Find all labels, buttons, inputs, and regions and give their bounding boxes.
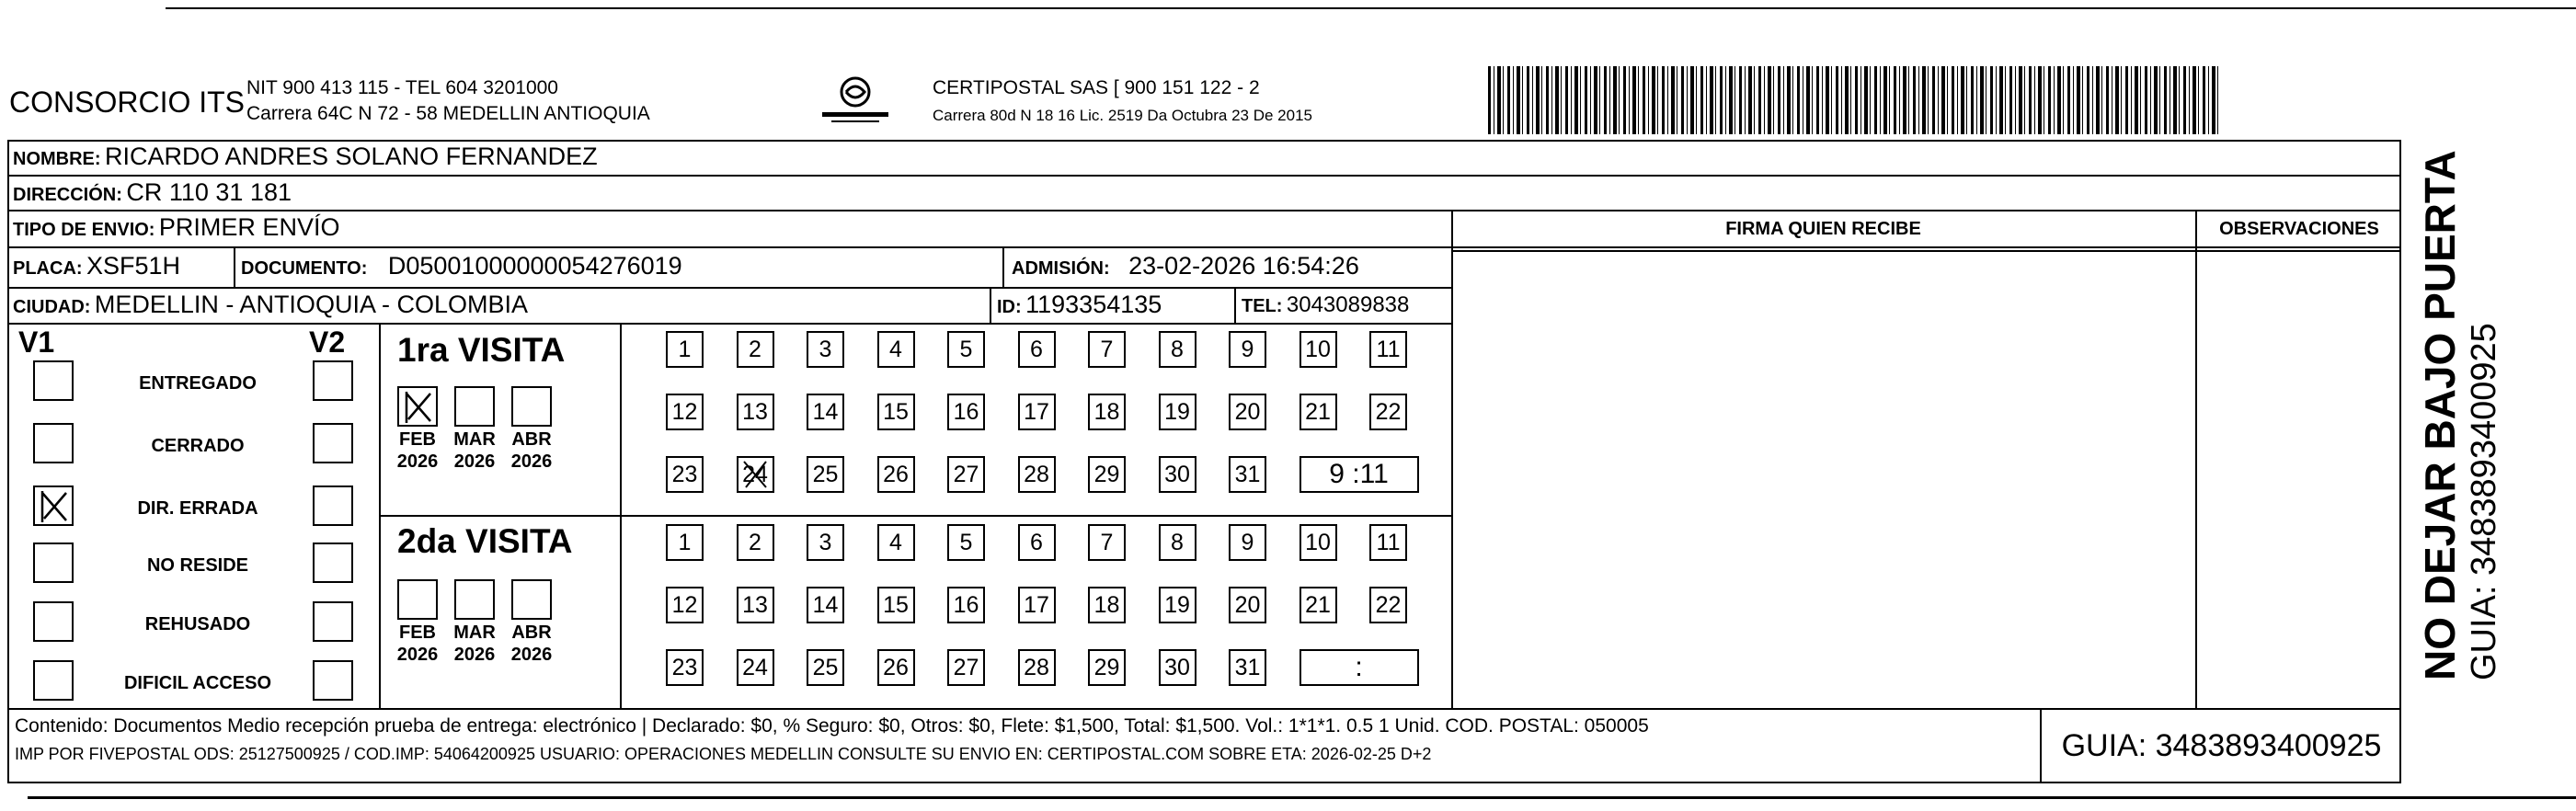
second-visit-day-box[interactable]: 11 — [1369, 524, 1407, 561]
first-visit-day-box[interactable]: 15 — [877, 394, 915, 430]
first-visit-time-field[interactable]: 9 :11 — [1299, 456, 1419, 493]
v1-checkbox[interactable] — [33, 660, 74, 701]
company-name: CONSORCIO ITS — [9, 86, 246, 119]
nombre-row — [13, 144, 598, 169]
first-visit-day-box[interactable]: 3 — [807, 331, 844, 368]
first-visit-day-box[interactable]: 10 — [1299, 331, 1337, 368]
v1-checkbox[interactable] — [33, 423, 74, 463]
second-visit-day-box[interactable]: 12 — [666, 587, 704, 623]
second-visit-time-field[interactable]: : — [1299, 649, 1419, 686]
v2-checkbox[interactable] — [313, 601, 353, 642]
first-visit-day-box[interactable]: 19 — [1159, 394, 1196, 430]
second-visit-title: 2da VISITA — [397, 522, 573, 560]
tipo-envio-value: PRIMER ENVÍO — [158, 213, 340, 241]
id-value: 1193354135 — [1025, 291, 1162, 318]
direccion-value: CR 110 31 181 — [126, 178, 292, 206]
status-label: DIFICIL ACCESO — [123, 673, 271, 693]
tipo-envio-row — [13, 215, 339, 240]
second-visit-day-box[interactable]: 27 — [947, 649, 985, 686]
ciudad-row — [13, 292, 528, 317]
second-visit-day-box[interactable]: 18 — [1088, 587, 1126, 623]
second-visit-day-box[interactable]: 20 — [1229, 587, 1266, 623]
v1-checkbox[interactable] — [33, 360, 74, 401]
admision-value: 23-02-2026 16:54:26 — [1128, 252, 1359, 280]
second-visit-day-box[interactable]: 7 — [1088, 524, 1126, 561]
second-visit-day-box[interactable]: 22 — [1369, 587, 1407, 623]
side-guia-text: GUIA: 3483893400925 — [2465, 323, 2503, 680]
second-visit-day-box[interactable]: 19 — [1159, 587, 1196, 623]
first-visit-day-box[interactable]: 28 — [1018, 456, 1056, 493]
tipo-envio-label: TIPO DE ENVIO: — [13, 220, 155, 240]
direccion-label: DIRECCIÓN: — [13, 185, 122, 205]
observaciones-header: OBSERVACIONES — [2219, 219, 2379, 239]
second-visit-day-box[interactable]: 29 — [1088, 649, 1126, 686]
second-visit-day-box[interactable]: 15 — [877, 587, 915, 623]
second-visit-day-box[interactable]: 21 — [1299, 587, 1337, 623]
first-visit-day-box[interactable]: 18 — [1088, 394, 1126, 430]
first-visit-day-box[interactable]: 31 — [1229, 456, 1266, 493]
direccion-row — [13, 180, 292, 205]
first-visit-day-box[interactable]: 13 — [737, 394, 774, 430]
company-nit: NIT 900 413 115 - TEL 604 3201000 — [246, 77, 558, 98]
first-visit-day-check-mark — [738, 458, 773, 497]
first-visit-day-box[interactable]: 6 — [1018, 331, 1056, 368]
documento-label: DOCUMENTO: — [241, 258, 368, 279]
v1-checkbox[interactable] — [33, 485, 74, 526]
first-visit-day-box[interactable]: 14 — [807, 394, 844, 430]
first-visit-day-box[interactable]: 20 — [1229, 394, 1266, 430]
second-visit-day-box[interactable]: 16 — [947, 587, 985, 623]
first-visit-day-box[interactable]: 5 — [947, 331, 985, 368]
placa-label: PLACA: — [13, 258, 83, 279]
second-visit-month-label: FEB 2026 — [396, 623, 439, 665]
first-visit-day-box[interactable]: 26 — [877, 456, 915, 493]
second-visit-day-box[interactable]: 14 — [807, 587, 844, 623]
second-visit-day-box[interactable]: 31 — [1229, 649, 1266, 686]
documento-row — [241, 254, 682, 279]
v2-checkbox[interactable] — [313, 485, 353, 526]
first-visit-month-feb-checkbox[interactable] — [397, 386, 438, 427]
second-visit-day-box[interactable]: 25 — [807, 649, 844, 686]
ciudad-label: CIUDAD: — [13, 297, 91, 317]
status-label: NO RESIDE — [146, 555, 249, 576]
footer-guia: GUIA: 3483893400925 — [2061, 727, 2382, 763]
contenido-line: Contenido: Documentos Medio recepción prueba de entrega: electrónico | Declarado: $0, % Seguro: $0, Otros: $0, Flete: $1,500, Total: $1,500. Vol.: 1*1*1. 0.5 1 Unid. COD. POSTAL: 050005 — [15, 715, 1649, 737]
second-visit-day-box[interactable]: 24 — [737, 649, 774, 686]
status-label: DIR. ERRADA — [137, 498, 258, 519]
v2-checkbox[interactable] — [313, 543, 353, 583]
top-edge-line — [166, 7, 2576, 9]
second-visit-day-box[interactable]: 30 — [1159, 649, 1196, 686]
v1-checkbox[interactable] — [33, 601, 74, 642]
barcode — [1488, 66, 2220, 134]
second-visit-day-box[interactable]: 26 — [877, 649, 915, 686]
first-visit-day-box[interactable]: 25 — [807, 456, 844, 493]
second-visit-day-box[interactable]: 3 — [807, 524, 844, 561]
first-visit-month-label: FEB 2026 — [396, 429, 439, 472]
side-notice — [2416, 150, 2504, 680]
first-visit-day-box[interactable]: 24 — [737, 456, 774, 493]
company-address: Carrera 64C N 72 - 58 MEDELLIN ANTIOQUIA — [246, 103, 650, 124]
first-visit-day-box[interactable]: 17 — [1018, 394, 1056, 430]
nombre-value: RICARDO ANDRES SOLANO FERNANDEZ — [105, 143, 598, 170]
first-visit-day-box[interactable]: 23 — [666, 456, 704, 493]
first-visit-day-box[interactable]: 4 — [877, 331, 915, 368]
second-visit-day-box[interactable]: 8 — [1159, 524, 1196, 561]
imp-line: IMP POR FIVEPOSTAL ODS: 25127500925 / COD.IMP: 54064200925 USUARIO: OPERACIONES MEDELLIN CONSULTE SU ENVIO EN: CERTIPOSTAL.COM SOBRE ETA: 2026-02-25 D+2 — [15, 745, 1432, 763]
partner-address: Carrera 80d N 18 16 Lic. 2519 Da Octubra 23 De 2015 — [933, 107, 1312, 124]
first-visit-day-box[interactable]: 29 — [1088, 456, 1126, 493]
second-visit-month-label: ABR 2026 — [510, 623, 553, 665]
first-visit-day-box[interactable]: 11 — [1369, 331, 1407, 368]
partner-name: CERTIPOSTAL SAS [ 900 151 122 - 2 — [933, 77, 1260, 98]
first-visit-day-box[interactable]: 22 — [1369, 394, 1407, 430]
first-visit-day-box[interactable]: 9 — [1229, 331, 1266, 368]
v1-header: V1 — [18, 326, 55, 359]
v1-checkbox[interactable] — [33, 543, 74, 583]
first-visit-month-label: MAR 2026 — [453, 429, 496, 472]
firma-header: FIRMA QUIEN RECIBE — [1725, 219, 1921, 239]
placa-value: XSF51H — [86, 252, 181, 280]
first-visit-day-box[interactable]: 30 — [1159, 456, 1196, 493]
status-label: CERRADO — [151, 436, 245, 456]
id-row — [997, 292, 1162, 317]
bottom-edge-line — [28, 796, 2576, 799]
id-label: ID: — [997, 297, 1022, 317]
v2-header: V2 — [309, 326, 346, 359]
first-visit-month-label: ABR 2026 — [510, 429, 553, 472]
second-visit-month-label: MAR 2026 — [453, 623, 496, 665]
second-visit-day-box[interactable]: 9 — [1229, 524, 1266, 561]
placa-row — [13, 254, 180, 279]
status-label: REHUSADO — [144, 614, 251, 634]
first-visit-day-box[interactable]: 21 — [1299, 394, 1337, 430]
ciudad-value: MEDELLIN - ANTIOQUIA - COLOMBIA — [94, 291, 528, 318]
tel-value: 3043089838 — [1286, 292, 1410, 317]
second-visit-month-mar-checkbox[interactable] — [454, 579, 495, 620]
second-visit-day-box[interactable]: 17 — [1018, 587, 1056, 623]
second-visit-day-box[interactable]: 10 — [1299, 524, 1337, 561]
first-visit-day-box[interactable]: 8 — [1159, 331, 1196, 368]
certipostal-logo — [809, 74, 901, 129]
v2-checkbox[interactable] — [313, 360, 353, 401]
second-visit-day-box[interactable]: 13 — [737, 587, 774, 623]
status-label: ENTREGADO — [139, 373, 257, 394]
first-visit-month-mar-checkbox[interactable] — [454, 386, 495, 427]
tel-row — [1242, 294, 1409, 316]
side-notice-text: NO DEJAR BAJO PUERTA — [2416, 150, 2464, 680]
first-visit-day-box[interactable]: 1 — [666, 331, 704, 368]
v2-checkbox[interactable] — [313, 423, 353, 463]
first-visit-day-box[interactable]: 12 — [666, 394, 704, 430]
second-visit-month-feb-checkbox[interactable] — [397, 579, 438, 620]
second-visit-day-box[interactable]: 5 — [947, 524, 985, 561]
second-visit-day-box[interactable]: 4 — [877, 524, 915, 561]
second-visit-day-box[interactable]: 23 — [666, 649, 704, 686]
admision-label: ADMISIÓN: — [1012, 258, 1110, 279]
first-visit-title: 1ra VISITA — [397, 331, 566, 369]
first-visit-day-box[interactable]: 27 — [947, 456, 985, 493]
first-visit-day-box[interactable]: 2 — [737, 331, 774, 368]
second-visit-day-box[interactable]: 28 — [1018, 649, 1056, 686]
second-visit-day-box[interactable]: 2 — [737, 524, 774, 561]
admision-row — [1012, 254, 1359, 279]
second-visit-day-box[interactable]: 6 — [1018, 524, 1056, 561]
second-visit-month-abr-checkbox[interactable] — [511, 579, 552, 620]
first-visit-day-box[interactable]: 7 — [1088, 331, 1126, 368]
second-visit-day-box[interactable]: 1 — [666, 524, 704, 561]
documento-value: D05001000000054276019 — [387, 252, 682, 280]
first-visit-day-box[interactable]: 16 — [947, 394, 985, 430]
tel-label: TEL: — [1242, 296, 1283, 316]
v2-checkbox[interactable] — [313, 660, 353, 701]
first-visit-month-abr-checkbox[interactable] — [511, 386, 552, 427]
nombre-label: NOMBRE: — [13, 149, 101, 169]
